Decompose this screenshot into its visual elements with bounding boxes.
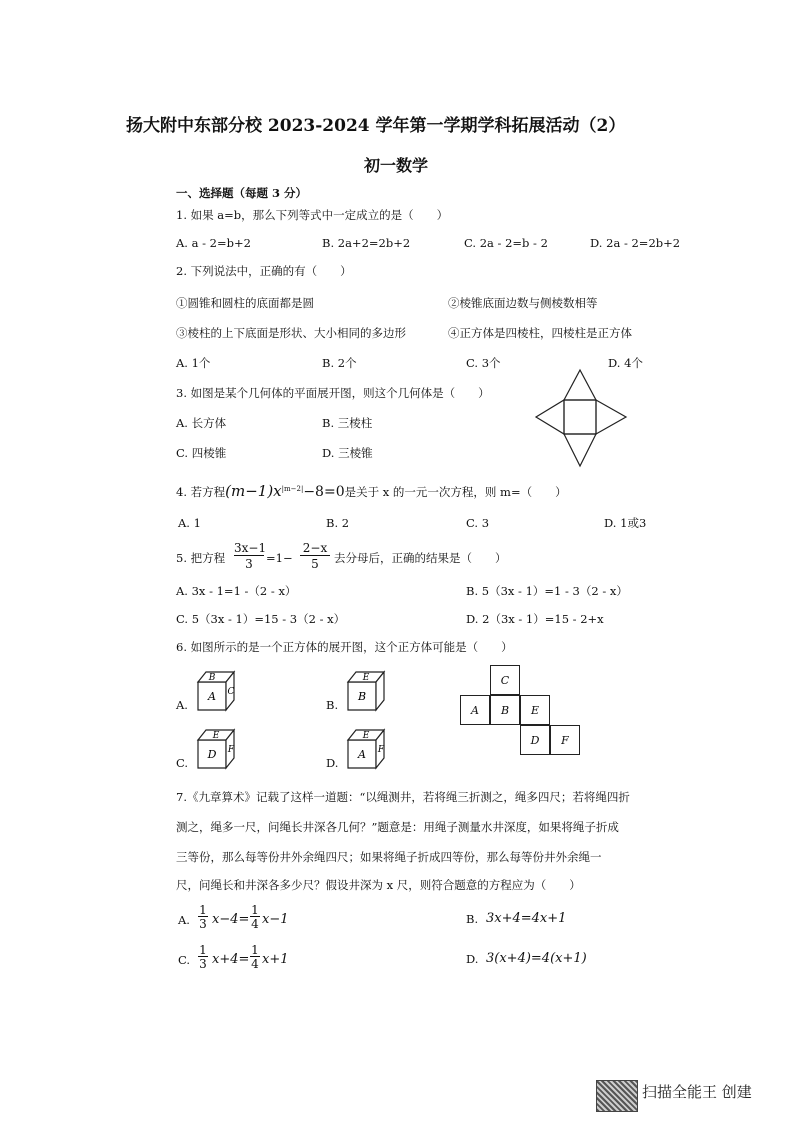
- q2-option-d: D. 4个: [608, 356, 643, 370]
- q3-option-b: B. 三棱柱: [322, 416, 373, 430]
- net-triangle-bottom: [564, 434, 596, 466]
- scanner-watermark: 扫描全能王 创建: [642, 1083, 752, 1101]
- cube-d-side: F: [377, 745, 385, 755]
- q5-stem-prefix: 5. 把方程: [176, 551, 226, 565]
- q6-option-b-label: B.: [326, 698, 339, 712]
- q1-stem: 1. 如果 a=b，那么下列等式中一定成立的是（ ）: [176, 208, 449, 222]
- q2-statement-1: ①圆锥和圆柱的底面都是圆: [176, 296, 314, 310]
- q5-option-d: D. 2（3x - 1）=15 - 2+x: [466, 612, 604, 626]
- q5-frac2: [300, 542, 330, 570]
- q5-frac2-num: 2−x: [300, 542, 330, 556]
- q3-option-c: C. 四棱锥: [176, 446, 227, 460]
- q7-option-d-label: D.: [466, 952, 479, 966]
- cube-b-top: E: [362, 673, 370, 683]
- q5-stem-suffix: 去分母后，正确的结果是（ ）: [334, 551, 507, 565]
- net-cell-e: E: [520, 695, 550, 725]
- net-cell-d: D: [520, 725, 550, 755]
- q7-a-frac1: [198, 904, 208, 930]
- cube-d-top: E: [362, 731, 370, 741]
- q5-frac1: [234, 541, 267, 571]
- q6-option-c-label: C.: [176, 756, 189, 770]
- cube-c-side: F: [227, 745, 235, 755]
- q4-stem-prefix: 4. 若方程: [176, 485, 226, 499]
- q1-option-a: A. a - 2=b+2: [176, 236, 251, 250]
- net-square: [564, 400, 596, 434]
- q7-option-b-text: 3x+4=4x+1: [486, 911, 567, 926]
- net-triangle-right: [596, 400, 626, 434]
- cube-d-front: A: [358, 748, 366, 761]
- net-cell-f: F: [550, 725, 580, 755]
- q4-stem: [176, 484, 567, 499]
- q2-stem: 2. 下列说法中，正确的有（ ）: [176, 264, 352, 278]
- net-cell-b: B: [490, 695, 520, 725]
- q5-option-c: C. 5（3x - 1）=15 - 3（2 - x）: [176, 612, 346, 626]
- section-heading: 一、选择题（每题 3 分）: [176, 186, 308, 200]
- q6-cube-c: [194, 726, 242, 772]
- q6-option-a-label: A.: [176, 698, 188, 712]
- q5-frac1-num: 3x−1: [234, 541, 267, 555]
- q6-cube-a: [194, 668, 242, 714]
- q7-a-frac2-num: 1: [251, 903, 259, 917]
- q3-option-d: D. 三棱锥: [322, 446, 373, 460]
- cube-c-top: E: [212, 731, 220, 741]
- q2-option-b: B. 2个: [322, 356, 357, 370]
- q7-line-2: 测之，绳多一尺，问绳长井深各几何？”题意是：用绳子测量水井深度，如果将绳子折成: [176, 820, 619, 834]
- net-triangle-top: [564, 370, 596, 400]
- q7-c-frac2-den: 4: [251, 957, 259, 971]
- q7-option-a-label: A.: [178, 913, 190, 927]
- cube-a-side: C: [227, 687, 235, 697]
- q4-exponent: |m−2|: [281, 485, 304, 494]
- q4-option-d: D. 1或3: [604, 516, 647, 530]
- q4-option-a: A. 1: [178, 516, 201, 530]
- q4-math-term: (m−1)x: [225, 482, 282, 500]
- cube-b-front: B: [357, 690, 367, 703]
- net-cell-a: A: [460, 695, 490, 725]
- q5-option-a: A. 3x - 1=1 -（2 - x）: [176, 584, 297, 598]
- q3-option-a: A. 长方体: [176, 416, 227, 430]
- q4-math-rest: −8=0: [303, 484, 345, 500]
- q6-cube-d: [344, 726, 392, 772]
- q5-mid: =1−: [266, 551, 293, 565]
- cube-a-top: B: [208, 673, 216, 683]
- q7-option-c-label: C.: [178, 953, 191, 967]
- q7-c-frac2-num: 1: [251, 943, 259, 957]
- q7-c-frac1-num: 1: [199, 943, 207, 957]
- q3-net-figure: [534, 368, 630, 468]
- q1-option-d: D. 2a - 2=2b+2: [590, 236, 681, 250]
- net-cell-c: C: [490, 665, 520, 695]
- q7-line-4: 尺，问绳长和井深各多少尺？假设井深为 x 尺，则符合题意的方程应为（ ）: [176, 878, 581, 892]
- q7-a-frac1-den: 3: [199, 917, 207, 931]
- cube-a-front: A: [208, 690, 216, 703]
- q7-c-end: x+1: [262, 952, 289, 967]
- q3-stem: 3. 如图是某个几何体的平面展开图，则这个几何体是（ ）: [176, 386, 490, 400]
- page-subtitle: 初一数学: [364, 156, 429, 175]
- q5-frac2-den: 5: [311, 557, 319, 571]
- q7-option-d-text: 3(x+4)=4(x+1): [486, 951, 587, 966]
- q7-a-frac1-num: 1: [199, 903, 207, 917]
- q2-statement-4: ④正方体是四棱柱，四棱柱是正方体: [448, 326, 632, 340]
- cube-c-front: D: [207, 748, 217, 761]
- page-title: 扬大附中东部分校 2023-2024 学年第一学期学科拓展活动（2）: [126, 116, 626, 136]
- q4-option-b: B. 2: [326, 516, 350, 530]
- q6-stem: 6. 如图所示的是一个正方体的展开图，这个正方体可能是（ ）: [176, 640, 513, 654]
- q4-option-c: C. 3: [466, 516, 490, 530]
- q7-a-mid: x−4=: [212, 912, 250, 927]
- q7-a-frac2: [250, 904, 260, 930]
- q7-a-frac2-den: 4: [251, 917, 259, 931]
- q1-option-c: C. 2a - 2=b - 2: [464, 236, 548, 250]
- q7-c-mid: x+4=: [212, 952, 250, 967]
- q2-option-c: C. 3个: [466, 356, 501, 370]
- q7-a-end: x−1: [262, 912, 289, 927]
- qr-code-icon: [596, 1080, 638, 1112]
- q6-cube-net: [460, 665, 590, 765]
- q6-option-d-label: D.: [326, 756, 339, 770]
- q7-c-frac1-den: 3: [199, 957, 207, 971]
- q1-option-b: B. 2a+2=2b+2: [322, 236, 411, 250]
- q7-line-1: 7.《九章算术》记载了这样一道题：“以绳测井，若将绳三折测之，绳多四尺；若将绳四折: [176, 790, 630, 804]
- q2-option-a: A. 1个: [176, 356, 211, 370]
- q5-option-b: B. 5（3x - 1）=1 - 3（2 - x）: [466, 584, 628, 598]
- q7-option-b-label: B.: [466, 912, 479, 926]
- q7-line-3: 三等份，那么每等份井外余绳四尺；如果将绳子折成四等份，那么每等份井外余绳一: [176, 850, 602, 864]
- net-triangle-left: [536, 400, 564, 434]
- q6-cube-b: [344, 668, 392, 714]
- q2-statement-2: ②棱锥底面边数与侧棱数相等: [448, 296, 598, 310]
- q5-frac1-den: 3: [245, 557, 253, 571]
- q7-c-frac2: [250, 944, 260, 970]
- q7-c-frac1: [198, 944, 208, 970]
- q2-statement-3: ③棱柱的上下底面是形状、大小相同的多边形: [176, 326, 406, 340]
- q4-stem-suffix: 是关于 x 的一元一次方程，则 m=（ ）: [344, 485, 567, 499]
